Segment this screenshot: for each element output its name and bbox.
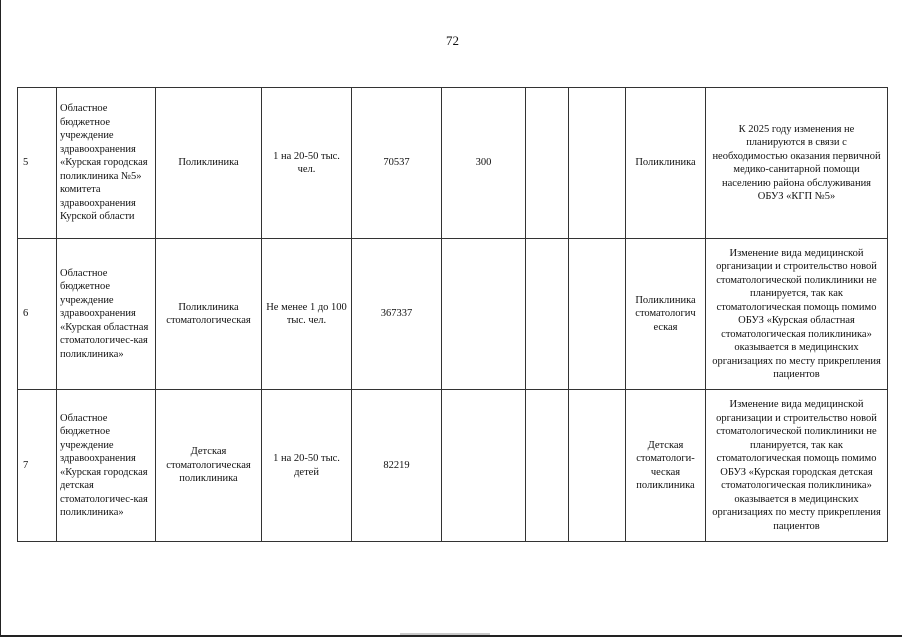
population-value: 82219: [352, 390, 442, 542]
row-number: 6: [18, 239, 57, 390]
column-7-value: [526, 88, 569, 239]
note-text: Изменение вида медицинской организации и строительство новой стоматологической поликлиники не планируется, так как стоматологическая помощь помимо ОБУЗ «Курская областная стоматологическая поликлиника» оказывается в медицинских организациях по месту прикрепления пациентов: [706, 239, 888, 390]
facility-type: Поликлиника стоматологическая: [156, 239, 262, 390]
column-8-value: [569, 88, 626, 239]
row-number: 5: [18, 88, 57, 239]
organization-name: Областное бюджетное учреждение здравоохранения «Курская городская поликлиника №5» комитета здравоохранения Курской области: [57, 88, 156, 239]
column-8-value: [569, 390, 626, 542]
norm-value: Не менее 1 до 100 тыс. чел.: [262, 239, 352, 390]
scan-artifact: [400, 633, 490, 635]
planned-type: Поликлиника стоматологич еская: [626, 239, 706, 390]
table-row: [18, 239, 888, 390]
column-7-value: [526, 239, 569, 390]
note-text: К 2025 году изменения не планируются в связи с необходимостью оказания первичной медико-санитарной помощи населению района обслуживания ОБУЗ «КГП №5»: [706, 88, 888, 239]
facilities-table: [17, 87, 888, 542]
capacity-value: [442, 390, 526, 542]
table-row: [18, 88, 888, 239]
organization-name: Областное бюджетное учреждение здравоохранения «Курская областная стоматологичес-кая поликлиника»: [57, 239, 156, 390]
column-8-value: [569, 239, 626, 390]
planned-type: Детская стоматологи-ческая поликлиника: [626, 390, 706, 542]
facility-type: Поликлиника: [156, 88, 262, 239]
facility-type: Детская стоматологическая поликлиника: [156, 390, 262, 542]
organization-name: Областное бюджетное учреждение здравоохранения «Курская городская детская стоматологичес-кая поликлиника»: [57, 390, 156, 542]
table-row: [18, 390, 888, 542]
norm-value: 1 на 20-50 тыс. чел.: [262, 88, 352, 239]
planned-type: Поликлиника: [626, 88, 706, 239]
norm-value: 1 на 20-50 тыс. детей: [262, 390, 352, 542]
population-value: 70537: [352, 88, 442, 239]
note-text: Изменение вида медицинской организации и строительство новой стоматологической поликлиники не планируется, так как стоматологическая помощь помимо ОБУЗ «Курская городская детская стоматологическая поликлиника» оказывается в медицинских организациях по месту прикрепления пациентов: [706, 390, 888, 542]
capacity-value: 300: [442, 88, 526, 239]
row-number: 7: [18, 390, 57, 542]
column-7-value: [526, 390, 569, 542]
page-number: 72: [446, 33, 459, 48]
population-value: 367337: [352, 239, 442, 390]
capacity-value: [442, 239, 526, 390]
